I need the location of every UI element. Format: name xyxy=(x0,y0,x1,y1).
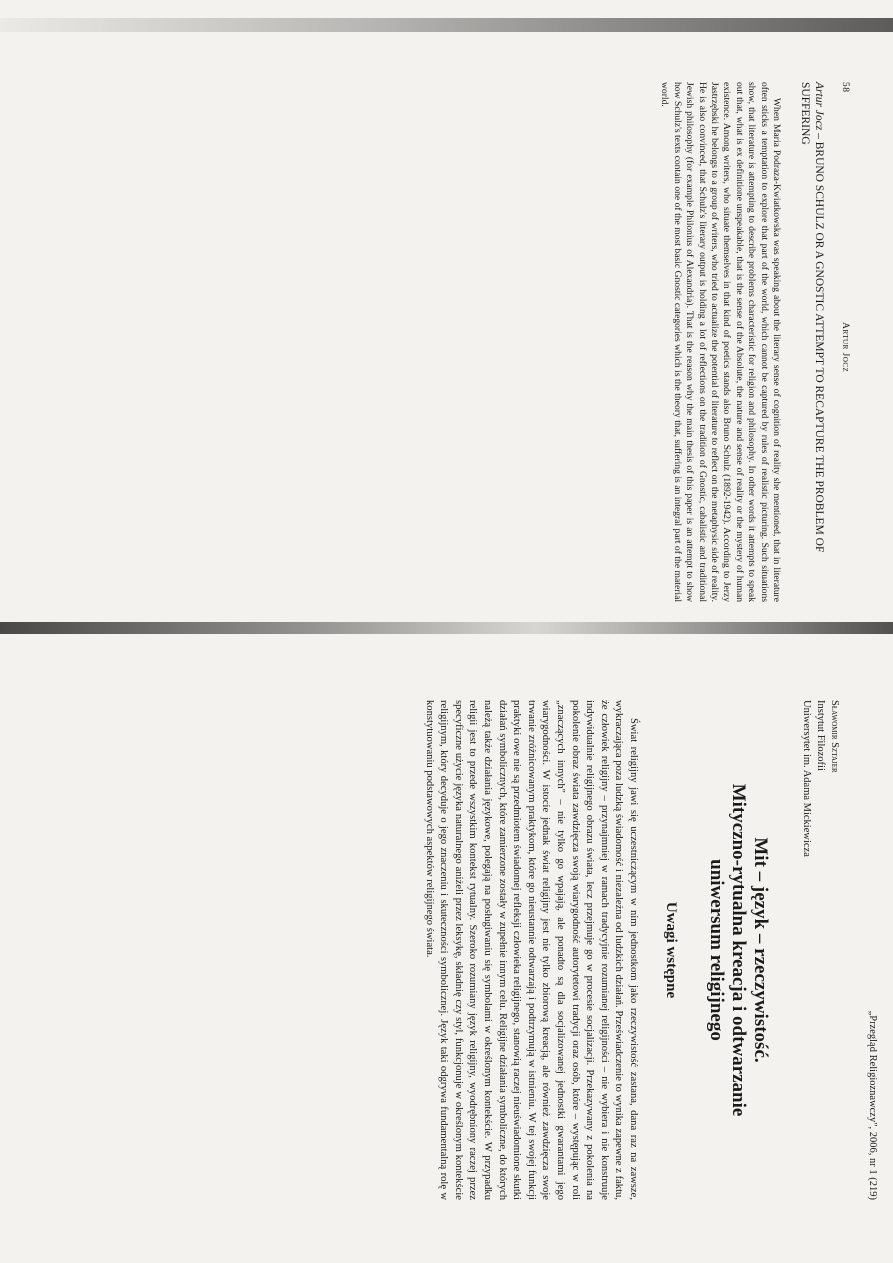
section-heading: Uwagi wstępne xyxy=(663,901,679,999)
title-line-3: uniwersum religijnego xyxy=(706,859,727,1041)
article-main-title xyxy=(705,700,771,1200)
top-page xyxy=(560,82,850,602)
running-header xyxy=(840,82,850,602)
institute: Instytut Filozofii xyxy=(815,700,826,771)
author-name: Sławomir Sztajer xyxy=(829,700,840,773)
article-title: – BRUNO SCHULZ OR A GNOSTIC ATTEMPT TO RECAPTURE THE PROBLEM OF SUFFERING xyxy=(799,82,825,553)
page-number: 58 xyxy=(840,82,850,93)
bottom-page xyxy=(68,700,878,1200)
intro-paragraph: Świat religijny jawi się uczestniczącym w nim jednostkom jako rzeczywistość zastana, dana raz na zawsze, wykraczająca poza ludzką świadomość i niezależna od ludzkich działań. Przeświadczenie to wynika zapewne z faktu, że człowiek religijny – przynajmniej w ramach tradycyjnie rozumianej religijności – nie wybiera i nie konstruuje indywidualnie religijnego obrazu świata, lecz przejmuje go w procesie socjalizacji. Przekazywany z pokolenia na pokolenie obraz świata zawdzięcza swoją wiarygodność autorytetowi tradycji oraz osób, które – występując w roli „znaczących innych" – nie tylko go wpajają, ale ponadto są dla socjalizowanej jednostki gwarantami jego wiarygodności. W istocie jednak świat religijny jest nie tylko zbiorową kreacją, ale również zawdzięcza swoje trwanie zróżnicowanym praktykom, które go nieustannie odtwarzają i podtrzymują w istnieniu. W tej swojej funkcji praktyki owe nie są przedmiotem świadomej refleksji człowieka religijnego, stanowią raczej nieuświadomione skutki działań symbolicznych, które zamierzone zostały w zupełnie innym celu. Religijne działania symboliczne, do których należą także działania językowe, polegają na posługiwaniu się symbolami w określonym kontekście. W przypadku religii jest to przede wszystkim kontekst rytualny. Szeroko rozumiany język religijny, wyodrębniony raczej przez specyficzne użycie języka naturalnego aniżeli przez leksykę, składnię czy styl, funkcjonuje w określonym kontekście religijnym, który decyduje o jego znaczeniu i skuteczności symbolicznej. Język taki odgrywa fundamentalną rolę w konstytuowaniu podstawowych aspektów religijnego świata. xyxy=(423,700,639,1200)
title-line-2: Mityczno-rytualna kreacja i odtwarzanie xyxy=(728,783,749,1117)
scan-fold-shadow-top xyxy=(0,18,893,32)
article-author: Artur Jocz xyxy=(813,82,825,131)
article-heading xyxy=(798,82,826,602)
title-line-1: Mit – język – rzeczywistość. xyxy=(750,837,771,1063)
journal-line: „Przegląd Religioznawczy", 2006, nr 1 (219) xyxy=(867,1010,878,1200)
running-head-author: Artur Jocz xyxy=(840,322,850,373)
university: Uniwersytet im. Adama Mickiewicza xyxy=(801,700,812,857)
scan-fold-shadow-middle xyxy=(0,622,893,634)
author-affiliation xyxy=(799,700,841,1200)
abstract-paragraph: When Maria Podraza-Kwiatkowska was speaking about the literary sense of cognition of reality she mentioned, that in literature often sticks a temptation to explore that part of the world, which cannot be captured by rules of realistic picturing. Such situations show, that literature is attempting to describe problems characteristic for religion and philosophy. In other words it attempts to speak out that, what is ex definitione unspeakable, that is the sense of the Absolute, the nature and sense of reality or the mystery of human existence. Among writers, who situate themselves in that kind of poetics stands also Bruno Schulz (1892-1942). According to Jerzy Jastrzębski he belongs to a group of writers, who tried to actualize the potential of literature to reflect on the metaphysic side of reality. He is also convinced, that Schulz's literary output is holding a lot of reflections on the tradition of Gnostic, cabalistic and traditional Jewish philosophy (for example Philonius of Alexandria). That is the reason why the main thesis of this paper is an attempt to show how Schulz's texts contain one of the most basic Gnostic categories which is the theory that, suffering is an integral part of the material world. xyxy=(659,82,782,602)
